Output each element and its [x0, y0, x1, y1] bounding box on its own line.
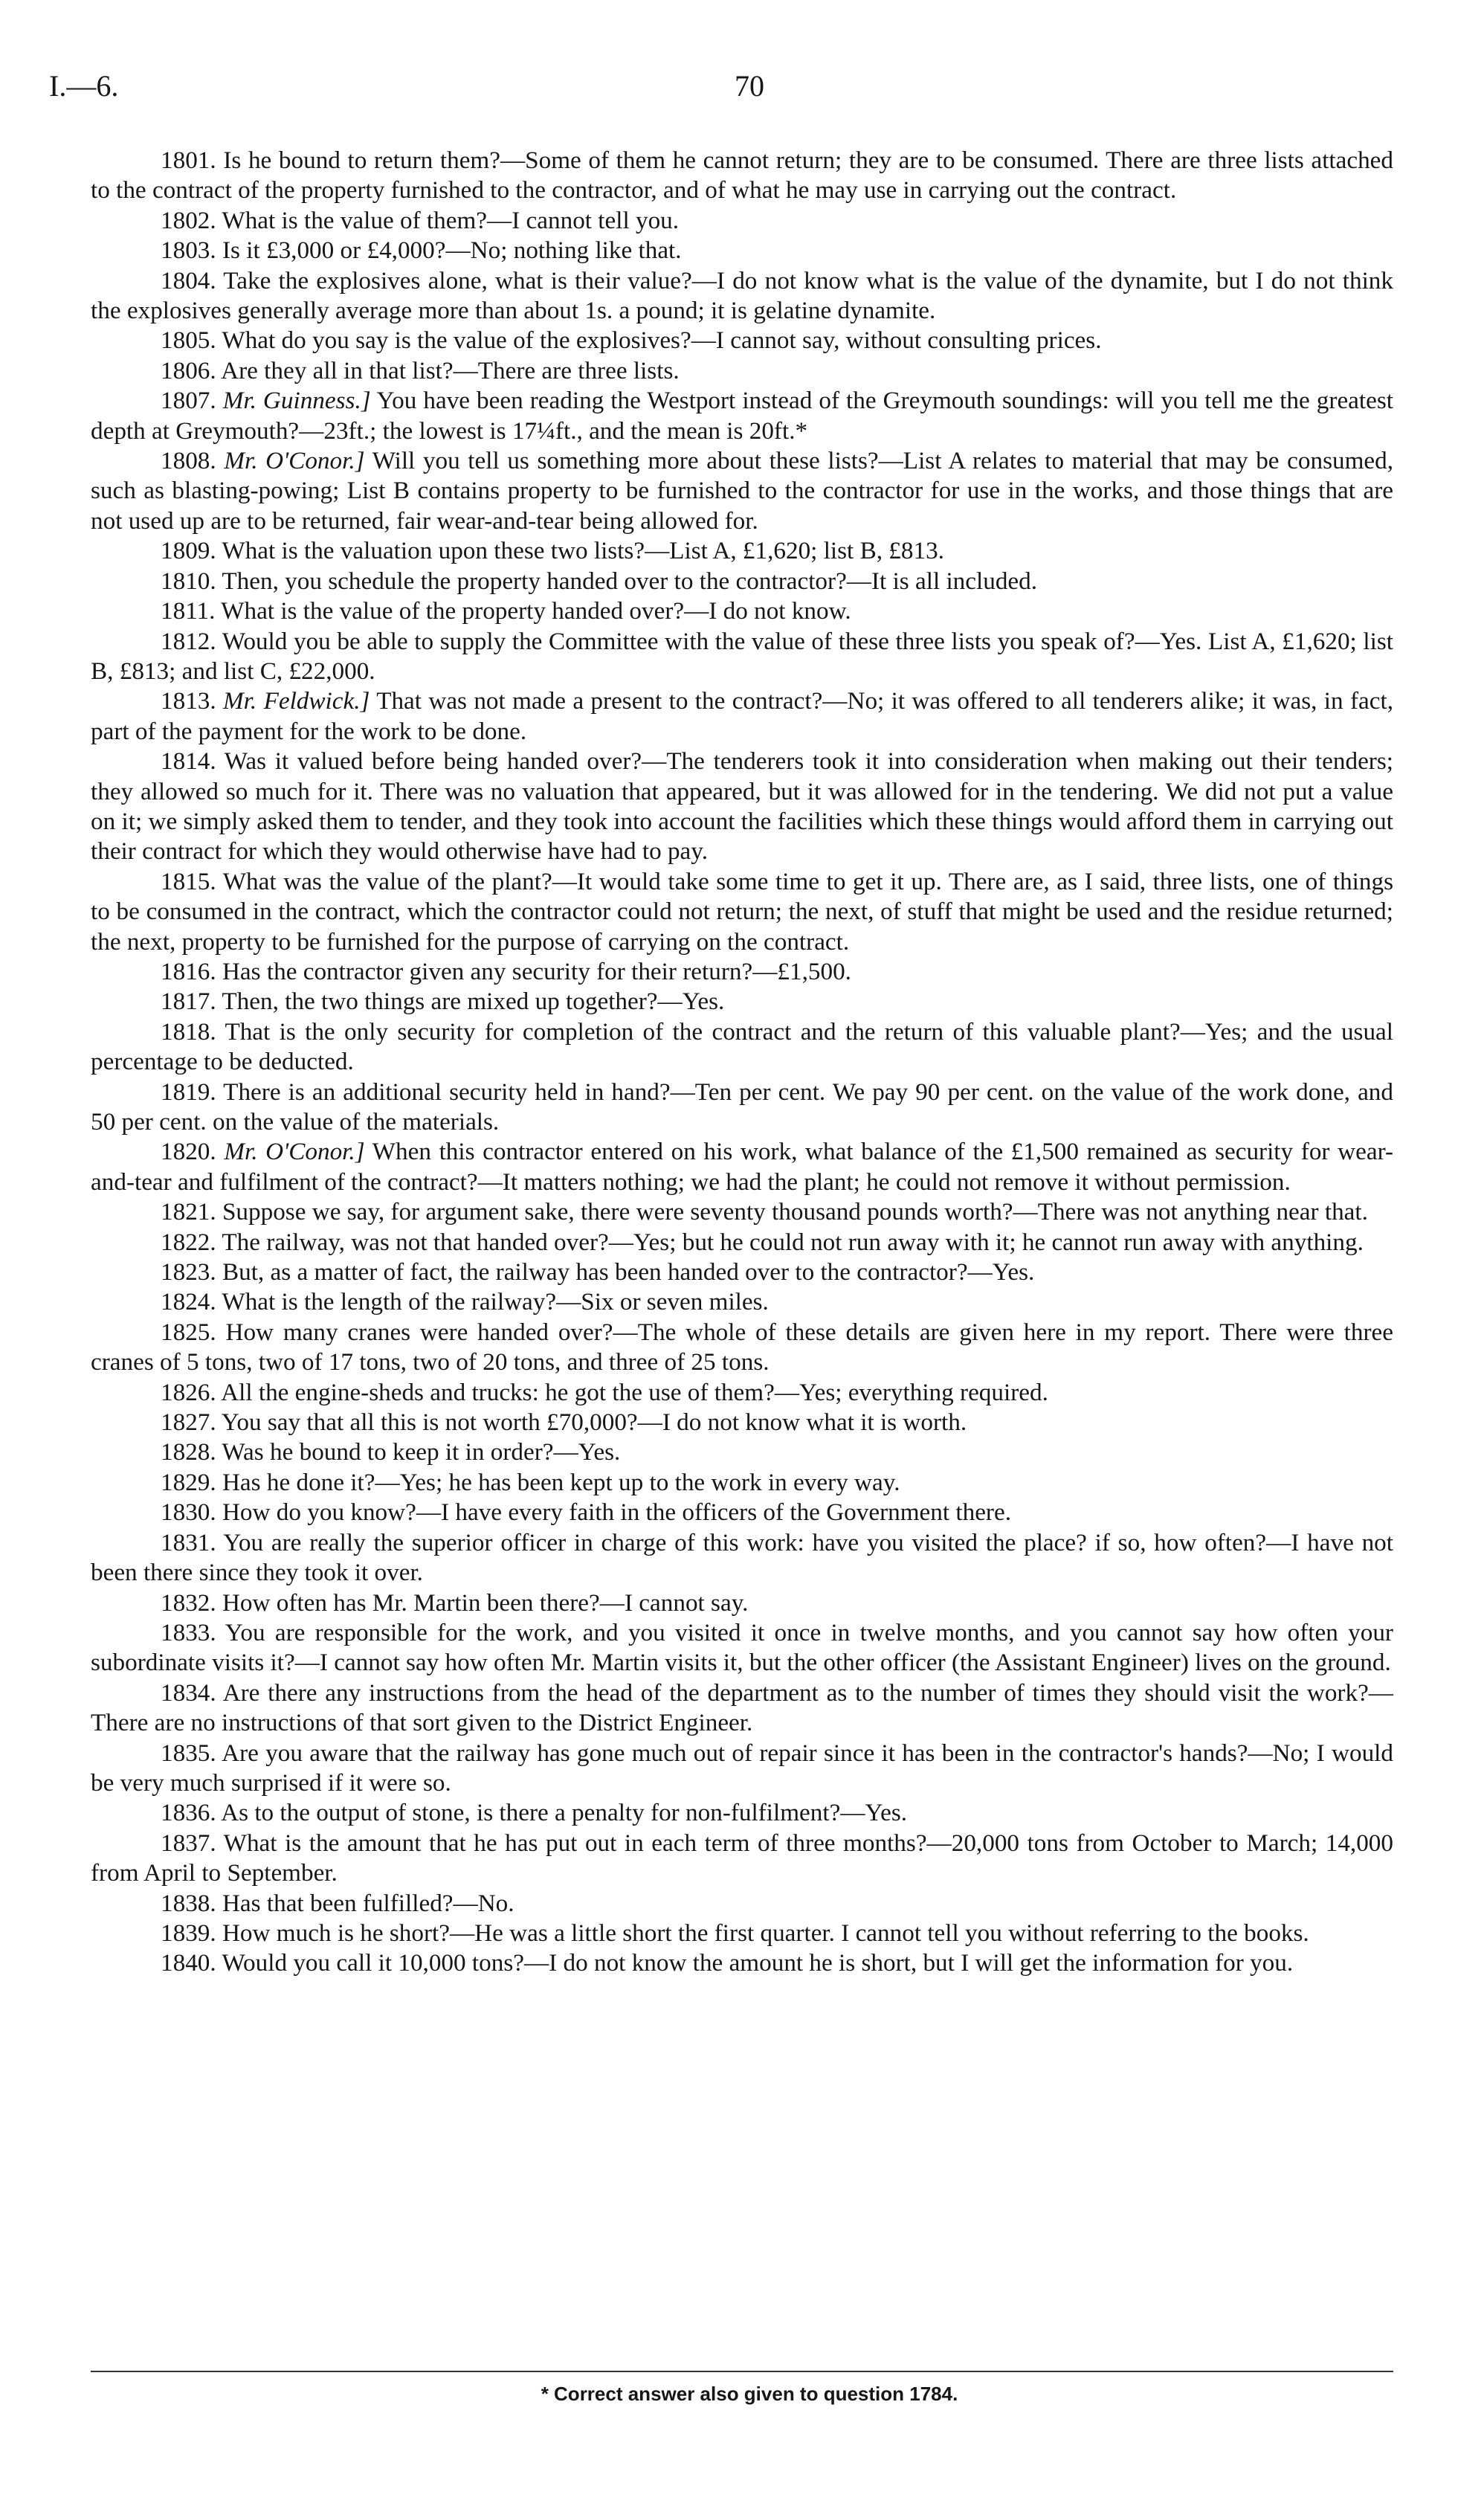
question-text: How do you know?—I have every faith in the officers of the Government there. — [222, 1498, 1012, 1527]
question-text: Suppose we say, for argument sake, there were seventy thousand pounds worth?—There was not anything near that. — [222, 1198, 1368, 1226]
question-paragraph — [91, 1257, 1393, 1287]
question-text: That was not made a present to the contract?—No; it was offered to all tenderers alike; it was, in fact, part of the payment for the work to be done. — [91, 687, 1393, 745]
speaker-name: Mr. O'Conor.] — [224, 1138, 365, 1166]
question-text: Would you call it 10,000 tons?—I do not know the amount he is short, but I will get the information for you. — [222, 1949, 1294, 1977]
question-paragraph — [91, 1437, 1393, 1467]
question-number: 1834. — [161, 1678, 216, 1707]
question-paragraph — [91, 1678, 1393, 1739]
question-number: 1828. — [161, 1438, 216, 1466]
question-paragraph — [91, 867, 1393, 957]
question-number: 1829. — [161, 1468, 216, 1496]
question-number: 1837. — [161, 1829, 216, 1857]
question-paragraph — [91, 1197, 1393, 1227]
question-paragraph — [91, 627, 1393, 687]
question-text: What is the value of them?—I cannot tell you. — [222, 206, 680, 234]
question-text: Would you be able to supply the Committee with the value of these three lists you speak of?—Yes. List A, £1,620; list B, £813; and list C, £22,000. — [91, 627, 1393, 685]
question-paragraph — [91, 1468, 1393, 1498]
question-number: 1840. — [161, 1949, 216, 1977]
speaker-name: Mr. O'Conor.] — [224, 447, 365, 475]
question-number: 1826. — [161, 1378, 216, 1406]
question-number: 1817. — [161, 988, 216, 1016]
question-text: Was he bound to keep it in order?—Yes. — [222, 1438, 621, 1466]
question-number: 1821. — [161, 1198, 216, 1226]
speaker-name: Mr. Guinness.] — [222, 387, 371, 415]
question-paragraph — [91, 1829, 1393, 1889]
question-text: Then, the two things are mixed up together?—Yes. — [222, 988, 725, 1016]
question-text: You say that all this is not worth £70,000?—I do not know what it is worth. — [221, 1408, 967, 1437]
question-number: 1835. — [161, 1739, 216, 1767]
question-number: 1836. — [161, 1799, 216, 1827]
question-text: Will you tell us something more about these lists?—List A relates to material that may be consumed, such as blasting-powing; List B contains property to be furnished to the contractor for use in the works, and those things that are not used up are to be returned, fair wear-and-tear being allowed for. — [91, 447, 1394, 535]
question-text: As to the output of stone, is there a penalty for non-fulfilment?—Yes. — [221, 1799, 908, 1827]
question-number: 1808. — [161, 447, 216, 475]
question-paragraph — [91, 236, 1393, 265]
question-text: Is he bound to return them?—Some of them he cannot return; they are to be consumed. There are three lists attached to the contract of the property furnished to the contractor, and of what he may use in carrying out the contract. — [91, 146, 1394, 204]
question-paragraph — [91, 1919, 1393, 1948]
question-text: That is the only security for completion of the contract and the return of this valuable plant?—Yes; and the usual percentage to be deducted. — [91, 1017, 1393, 1076]
question-paragraph — [91, 1889, 1393, 1919]
question-text: But, as a matter of fact, the railway has been handed over to the contractor?—Yes. — [222, 1258, 1035, 1286]
question-text: Then, you schedule the property handed over to the contractor?—It is all included. — [222, 567, 1038, 595]
question-paragraph — [91, 1588, 1393, 1618]
question-text: What is the amount that he has put out in each term of three months?—20,000 tons from October to March; 14,000 from April to September. — [91, 1829, 1393, 1887]
question-text: You are really the superior officer in charge of this work: have you visited the place? if so, how often?—I have not been there since they took it over. — [91, 1528, 1393, 1587]
question-paragraph — [91, 957, 1393, 987]
question-text: Are they all in that list?—There are three lists. — [221, 356, 680, 384]
question-paragraph — [91, 356, 1393, 386]
page-number: 70 — [735, 69, 764, 103]
question-paragraph — [91, 1287, 1393, 1317]
speaker-name: Mr. Feldwick.] — [223, 687, 370, 715]
question-number: 1811. — [161, 597, 216, 625]
question-paragraph — [91, 266, 1393, 326]
question-number: 1839. — [161, 1919, 216, 1947]
question-text: What is the length of the railway?—Six or seven miles. — [222, 1288, 769, 1316]
question-number: 1819. — [161, 1078, 216, 1106]
question-number: 1813. — [161, 687, 216, 715]
parliamentary-paper-reference: I.—6. — [49, 69, 119, 103]
question-paragraph — [91, 987, 1393, 1017]
question-number: 1831. — [161, 1528, 216, 1556]
question-text: What was the value of the plant?—It would take some time to get it up. There are, as I said, three lists, one of things to be consumed in the contract, which the contractor could not return; the next, of stuff that might be used and the residue returned; the next, property to be furnished for the purpose of carrying on the contract. — [91, 867, 1394, 956]
question-number: 1807. — [161, 387, 216, 415]
question-number: 1818. — [161, 1017, 216, 1046]
question-paragraph — [91, 146, 1393, 206]
question-text: How often has Mr. Martin been there?—I cannot say. — [222, 1588, 749, 1617]
question-number: 1824. — [161, 1288, 216, 1316]
question-paragraph — [91, 747, 1393, 867]
question-text: How much is he short?—He was a little short the first quarter. I cannot tell you without referring to the books. — [222, 1919, 1309, 1947]
question-text: There is an additional security held in hand?—Ten per cent. We pay 90 per cent. on the value of the work done, and 50 per cent. on the value of the materials. — [91, 1078, 1393, 1136]
evidence-body — [91, 146, 1393, 1979]
question-number: 1830. — [161, 1498, 216, 1527]
question-paragraph — [91, 567, 1393, 596]
question-paragraph — [91, 1408, 1393, 1437]
question-paragraph — [91, 686, 1393, 747]
question-paragraph — [91, 1618, 1393, 1678]
question-number: 1814. — [161, 747, 216, 776]
question-text: Has the contractor given any security for their return?—£1,500. — [222, 957, 851, 985]
question-number: 1827. — [161, 1408, 216, 1437]
question-paragraph — [91, 386, 1393, 446]
question-number: 1806. — [161, 356, 216, 384]
question-text: What is the value of the property handed over?—I do not know. — [221, 597, 851, 625]
question-text: Are there any instructions from the head of the department as to the number of times they should visit the work?—There are no instructions of that sort given to the District Engineer. — [91, 1678, 1393, 1737]
question-paragraph — [91, 536, 1393, 566]
question-text: Has that been fulfilled?—No. — [222, 1889, 514, 1917]
question-paragraph — [91, 1948, 1393, 1978]
question-paragraph — [91, 1528, 1393, 1588]
question-paragraph — [91, 1378, 1393, 1408]
question-text: You have been reading the Westport instead of the Greymouth soundings: will you tell me the greatest depth at Greymouth?—23ft.; the lowest is 17¼ft., and the mean is 20ft.* — [91, 387, 1393, 445]
question-number: 1805. — [161, 326, 216, 355]
question-text: When this contractor entered on his work, what balance of the £1,500 remained as security for wear-and-tear and fulfilment of the contract?—It matters nothing; we had the plant; he could not remove it without permission. — [91, 1138, 1394, 1196]
question-number: 1823. — [161, 1258, 216, 1286]
question-text: How many cranes were handed over?—The whole of these details are given here in my report. There were three cranes of 5 tons, two of 17 tons, two of 20 tons, and three of 25 tons. — [91, 1318, 1394, 1376]
question-number: 1825. — [161, 1318, 216, 1346]
question-text: Has he done it?—Yes; he has been kept up to the work in every way. — [222, 1468, 900, 1496]
question-text: Are you aware that the railway has gone much out of repair since it has been in the contractor's hands?—No; I would be very much surprised if it were so. — [91, 1739, 1393, 1797]
question-text: Is it £3,000 or £4,000?—No; nothing like that. — [222, 236, 682, 265]
question-text: What do you say is the value of the explosives?—I cannot say, without consulting prices. — [222, 326, 1102, 355]
question-number: 1809. — [161, 537, 216, 565]
question-paragraph — [91, 1798, 1393, 1828]
question-number: 1838. — [161, 1889, 216, 1917]
question-number: 1812. — [161, 627, 216, 655]
question-number: 1815. — [161, 867, 216, 895]
question-paragraph — [91, 596, 1393, 626]
question-paragraph — [91, 1228, 1393, 1257]
question-number: 1801. — [161, 146, 216, 174]
question-text: What is the valuation upon these two lists?—List A, £1,620; list B, £813. — [222, 537, 944, 565]
question-number: 1833. — [161, 1618, 216, 1646]
question-text: The railway, was not that handed over?—Yes; but he could not run away with it; he cannot run away with anything. — [222, 1228, 1364, 1256]
question-number: 1816. — [161, 957, 216, 985]
footnote: * Correct answer also given to question 1784. — [541, 2383, 958, 2405]
footnote-divider — [91, 2371, 1393, 2372]
question-paragraph — [91, 1078, 1393, 1138]
question-text: All the engine-sheds and trucks: he got the use of them?—Yes; everything required. — [221, 1378, 1048, 1406]
question-number: 1820. — [161, 1138, 216, 1166]
question-paragraph — [91, 1739, 1393, 1799]
question-number: 1803. — [161, 236, 216, 265]
question-paragraph — [91, 206, 1393, 236]
question-paragraph — [91, 1017, 1393, 1078]
question-number: 1804. — [161, 266, 216, 294]
question-paragraph — [91, 326, 1393, 355]
question-paragraph — [91, 1137, 1393, 1197]
question-number: 1810. — [161, 567, 216, 595]
question-paragraph — [91, 1318, 1393, 1378]
question-text: Was it valued before being handed over?—The tenderers took it into consideration when making out their tenders; they allowed so much for it. There was no valuation that appeared, but it was allowed for in the tendering. We did not put a value on it; we simply asked them to tender, and they took into account the facilities which these things would afford them in carrying out their contract for which they would otherwise have had to pay. — [91, 747, 1393, 866]
question-text: You are responsible for the work, and you visited it once in twelve months, and you cannot say how often your subordinate visits it?—I cannot say how often Mr. Martin visits it, but the other officer (the Assistant Engineer) lives on the ground. — [91, 1618, 1393, 1677]
question-number: 1802. — [161, 206, 216, 234]
question-number: 1822. — [161, 1228, 216, 1256]
question-number: 1832. — [161, 1588, 216, 1617]
question-paragraph — [91, 446, 1393, 536]
question-paragraph — [91, 1498, 1393, 1527]
question-text: Take the explosives alone, what is their value?—I do not know what is the value of the dynamite, but I do not think the explosives generally average more than about 1s. a pound; it is gelatine dynamite. — [91, 266, 1393, 325]
